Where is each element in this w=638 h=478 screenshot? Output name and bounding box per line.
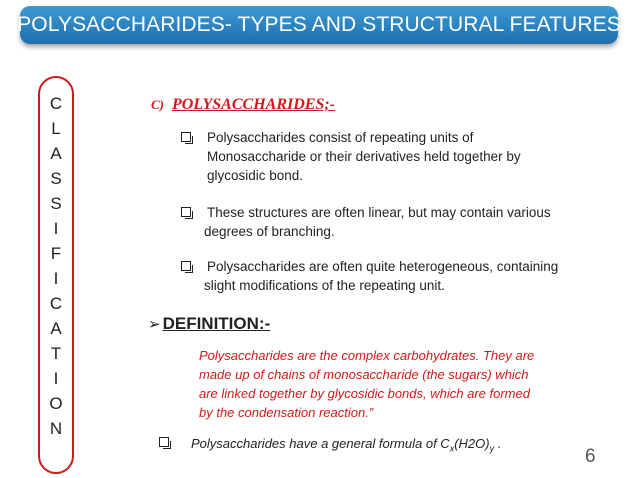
sidebar-letter: I	[53, 369, 59, 388]
bullet-line: Polysaccharides consist of repeating units of	[207, 130, 474, 145]
formula-suffix: .	[494, 436, 502, 451]
sidebar-letter: I	[53, 219, 59, 238]
bullet-line: These structures are often linear, but may contain various	[207, 205, 551, 220]
definition-text	[199, 346, 579, 422]
bullet-line: slight modifications of the repeating unit.	[204, 278, 445, 293]
page-number: 6	[585, 446, 596, 467]
bullet-item	[181, 257, 601, 295]
definition-heading	[148, 314, 270, 334]
checkbox-bullet-icon	[181, 132, 191, 142]
definition-label: DEFINITION:-	[162, 314, 271, 333]
checkbox-bullet-icon	[181, 261, 191, 271]
classification-sidebar	[38, 76, 74, 474]
bullet-line: degrees of branching.	[204, 224, 335, 239]
sidebar-letter: L	[51, 119, 61, 138]
formula-prefix: Polysaccharides have a general formula of C	[191, 436, 450, 451]
slide-title: POLYSACCHARIDES- TYPES AND STRUCTURAL FEATURES	[17, 13, 621, 36]
title-bar	[17, 6, 621, 44]
formula-middle: (H2O)	[454, 436, 490, 451]
bullet-item	[181, 203, 601, 241]
definition-line: Polysaccharides are the complex carbohydrates. They are	[199, 348, 535, 363]
formula-sub-x: x	[449, 443, 455, 454]
definition-line: by the condensation reaction.”	[199, 405, 374, 420]
definition-line: are linked together by glycosidic bonds, which are formed	[199, 386, 530, 401]
bullet-line: Monosaccharide or their derivatives held together by	[207, 149, 521, 164]
sidebar-letter: C	[49, 294, 63, 313]
bullet-item	[181, 128, 581, 185]
sidebar-letter: O	[49, 394, 63, 413]
checkbox-bullet-icon	[181, 207, 191, 217]
definition-line: made up of chains of monosaccharide (the sugars) which	[199, 367, 529, 382]
arrow-bullet-icon: ➢	[148, 316, 161, 333]
sidebar-letter: S	[50, 194, 62, 213]
bullet-line: glycosidic bond.	[207, 168, 304, 183]
sidebar-letter: S	[50, 169, 62, 188]
section-heading-text: POLYSACCHARIDES;-	[172, 96, 335, 113]
formula-text	[191, 434, 501, 459]
sidebar-letter: C	[49, 94, 63, 113]
section-heading	[151, 96, 335, 114]
section-marker: C)	[151, 97, 164, 112]
sidebar-letter: A	[50, 319, 62, 338]
sidebar-letter: F	[50, 244, 62, 263]
sidebar-letter: I	[53, 269, 59, 288]
bullet-line: Polysaccharides are often quite heterogeneous, containing	[207, 259, 559, 274]
formula-sub-y: y	[489, 443, 495, 454]
checkbox-bullet-icon	[159, 437, 169, 447]
sidebar-letter: T	[50, 344, 62, 363]
sidebar-letter: N	[49, 419, 63, 438]
sidebar-letter: A	[50, 144, 62, 163]
